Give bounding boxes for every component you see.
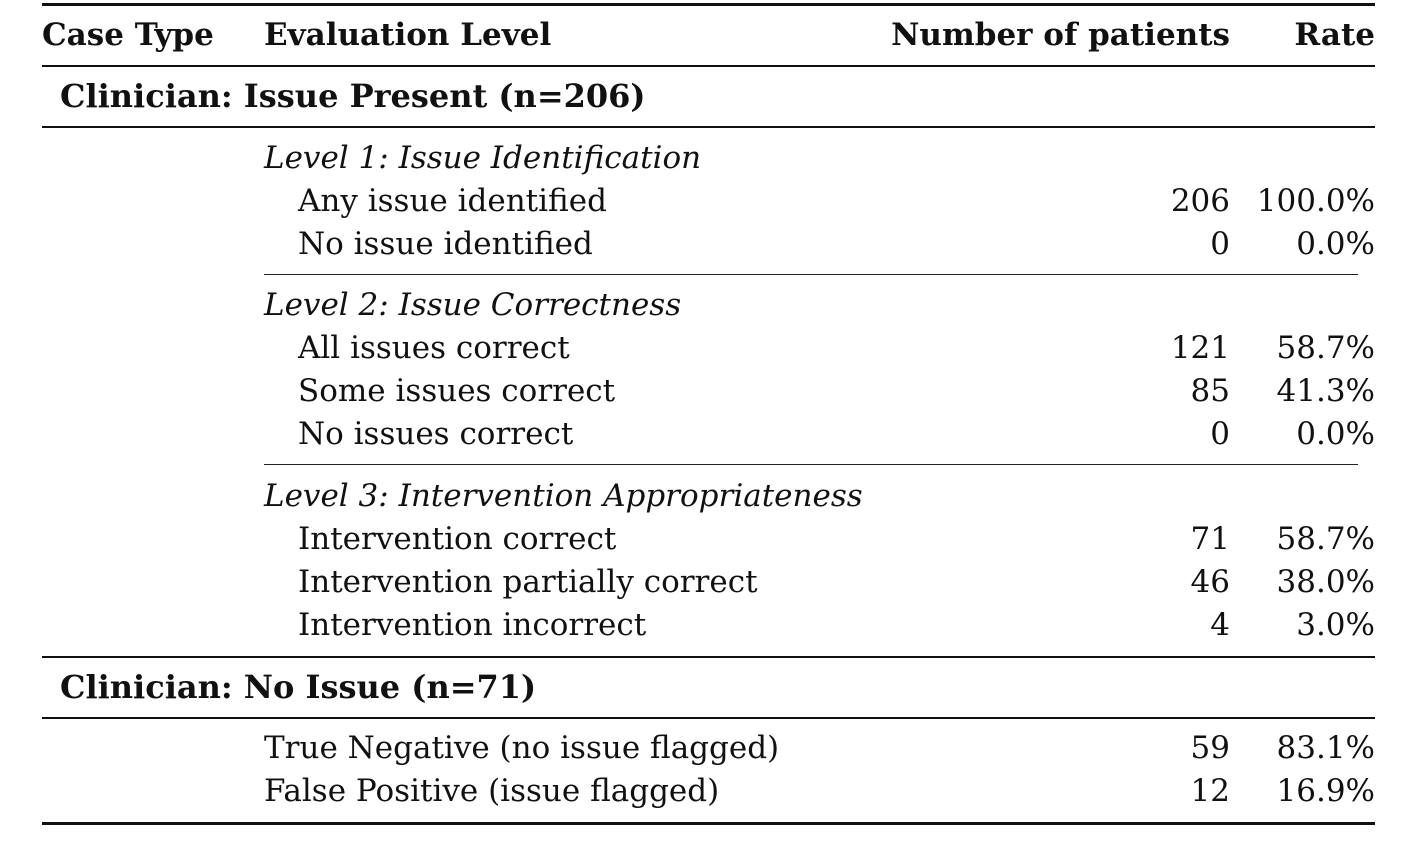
- row-rate: 41.3%: [1276, 373, 1375, 409]
- row-label: Intervention incorrect: [298, 607, 647, 643]
- row-label: No issues correct: [298, 416, 574, 452]
- row-rate: 16.9%: [1276, 773, 1375, 809]
- row-count: 46: [1190, 564, 1230, 600]
- section-title: Clinician: No Issue (n=71): [60, 668, 537, 706]
- row-count: 121: [1170, 330, 1230, 366]
- row-label: Any issue identified: [298, 183, 607, 219]
- bottom-rule: [42, 822, 1375, 825]
- group-rule: [264, 464, 1358, 465]
- row-label: False Positive (issue flagged): [264, 773, 720, 809]
- row-label: True Negative (no issue flagged): [264, 730, 780, 766]
- row-label: No issue identified: [298, 226, 593, 262]
- section-rule: [42, 717, 1375, 719]
- column-header-number-of-patients: Number of patients: [891, 17, 1230, 53]
- row-rate: 3.0%: [1296, 607, 1375, 643]
- row-count: 0: [1210, 226, 1230, 262]
- column-header-rate: Rate: [1294, 17, 1375, 53]
- group-label: Level 1: Issue Identification: [264, 140, 702, 176]
- row-label: Intervention correct: [298, 521, 617, 557]
- row-rate: 58.7%: [1276, 330, 1375, 366]
- row-count: 4: [1210, 607, 1230, 643]
- column-header-evaluation-level: Evaluation Level: [264, 17, 552, 53]
- row-rate: 38.0%: [1276, 564, 1375, 600]
- row-count: 85: [1190, 373, 1230, 409]
- section-title: Clinician: Issue Present (n=206): [60, 77, 646, 115]
- row-count: 59: [1190, 730, 1230, 766]
- group-rule: [264, 274, 1358, 275]
- row-rate: 0.0%: [1296, 226, 1375, 262]
- row-count: 12: [1190, 773, 1230, 809]
- results-table: [42, 3, 1375, 826]
- section-rule: [42, 656, 1375, 658]
- group-label: Level 2: Issue Correctness: [264, 287, 682, 323]
- row-count: 206: [1170, 183, 1230, 219]
- row-label: Some issues correct: [298, 373, 616, 409]
- row-count: 71: [1190, 521, 1230, 557]
- row-rate: 58.7%: [1276, 521, 1375, 557]
- row-rate: 100.0%: [1256, 183, 1375, 219]
- group-label: Level 3: Intervention Appropriateness: [264, 478, 863, 514]
- row-rate: 83.1%: [1276, 730, 1375, 766]
- row-rate: 0.0%: [1296, 416, 1375, 452]
- section-rule: [42, 126, 1375, 128]
- row-label: All issues correct: [298, 330, 570, 366]
- row-count: 0: [1210, 416, 1230, 452]
- row-label: Intervention partially correct: [298, 564, 758, 600]
- column-header-case-type: Case Type: [42, 17, 214, 53]
- top-rule: [42, 3, 1375, 6]
- header-rule: [42, 65, 1375, 67]
